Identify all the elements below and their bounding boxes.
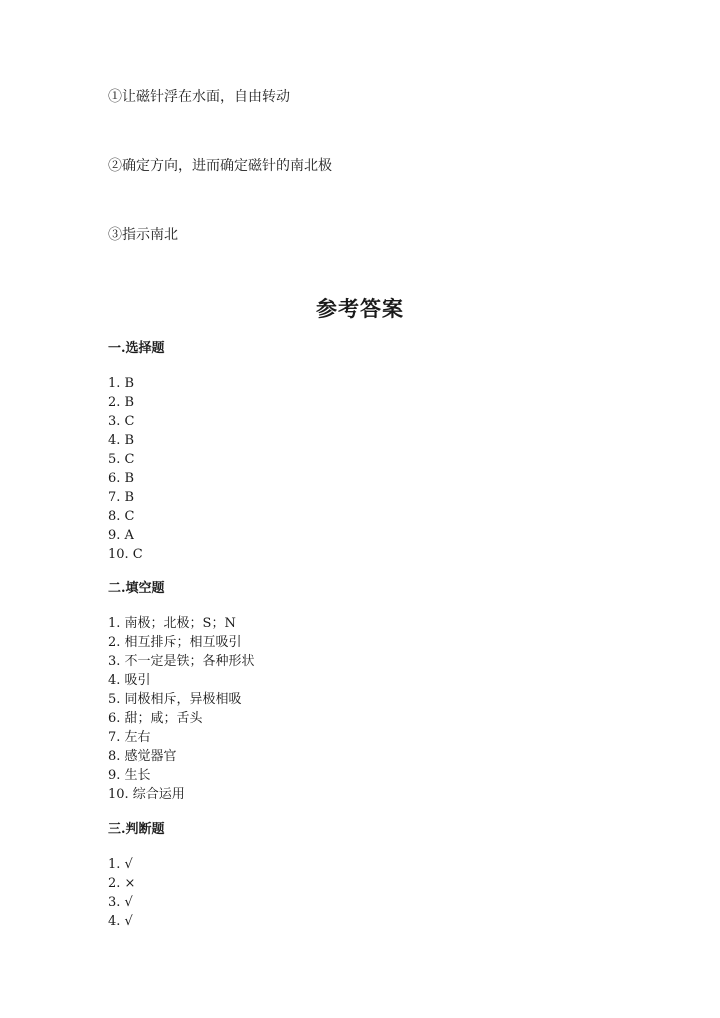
step-2: ②确定方向，进而确定磁针的南北极 [108, 158, 332, 174]
answer-item: 5. 同极相斥，异极相吸 [108, 692, 242, 707]
answer-item: 8. 感觉器官 [108, 749, 177, 764]
answer-item: 4. B [108, 433, 135, 448]
answer-item: 9. A [108, 528, 134, 543]
answer-item: 6. B [108, 471, 135, 486]
answer-item: 2. 相互排斥；相互吸引 [108, 635, 242, 650]
answer-item: 1. B [108, 376, 135, 391]
answer-item: 1. 南极；北极；S；N [108, 616, 236, 631]
answer-item: 5. C [108, 452, 135, 467]
answer-item: 7. 左右 [108, 730, 151, 745]
answer-list-choice [108, 374, 143, 564]
answer-item: 6. 甜；咸；舌头 [108, 711, 203, 726]
answer-list-fill [108, 614, 255, 804]
answer-item: 4. √ [108, 914, 133, 929]
answer-item: 7. B [108, 490, 135, 505]
answer-item: 8. C [108, 509, 135, 524]
answer-item: 4. 吸引 [108, 673, 151, 688]
answer-item: 2. B [108, 395, 135, 410]
section-heading-fill: 二.填空题 [108, 581, 165, 596]
answer-key-title: 参考答案 [316, 296, 404, 321]
answer-item: 3. C [108, 414, 135, 429]
step-1: ①让磁针浮在水面，自由转动 [108, 89, 290, 105]
answer-item: 3. √ [108, 895, 133, 910]
section-heading-judge: 三.判断题 [108, 822, 165, 837]
answer-item: 9. 生长 [108, 768, 151, 783]
answer-item: 1. √ [108, 857, 133, 872]
answer-list-judge [108, 855, 135, 931]
section-heading-choice: 一.选择题 [108, 341, 165, 356]
answer-item: 10. C [108, 547, 143, 562]
answer-item: 3. 不一定是铁；各种形状 [108, 654, 255, 669]
answer-item: 2. × [108, 876, 136, 891]
answer-item: 10. 综合运用 [108, 787, 185, 802]
step-3: ③指示南北 [108, 227, 178, 243]
